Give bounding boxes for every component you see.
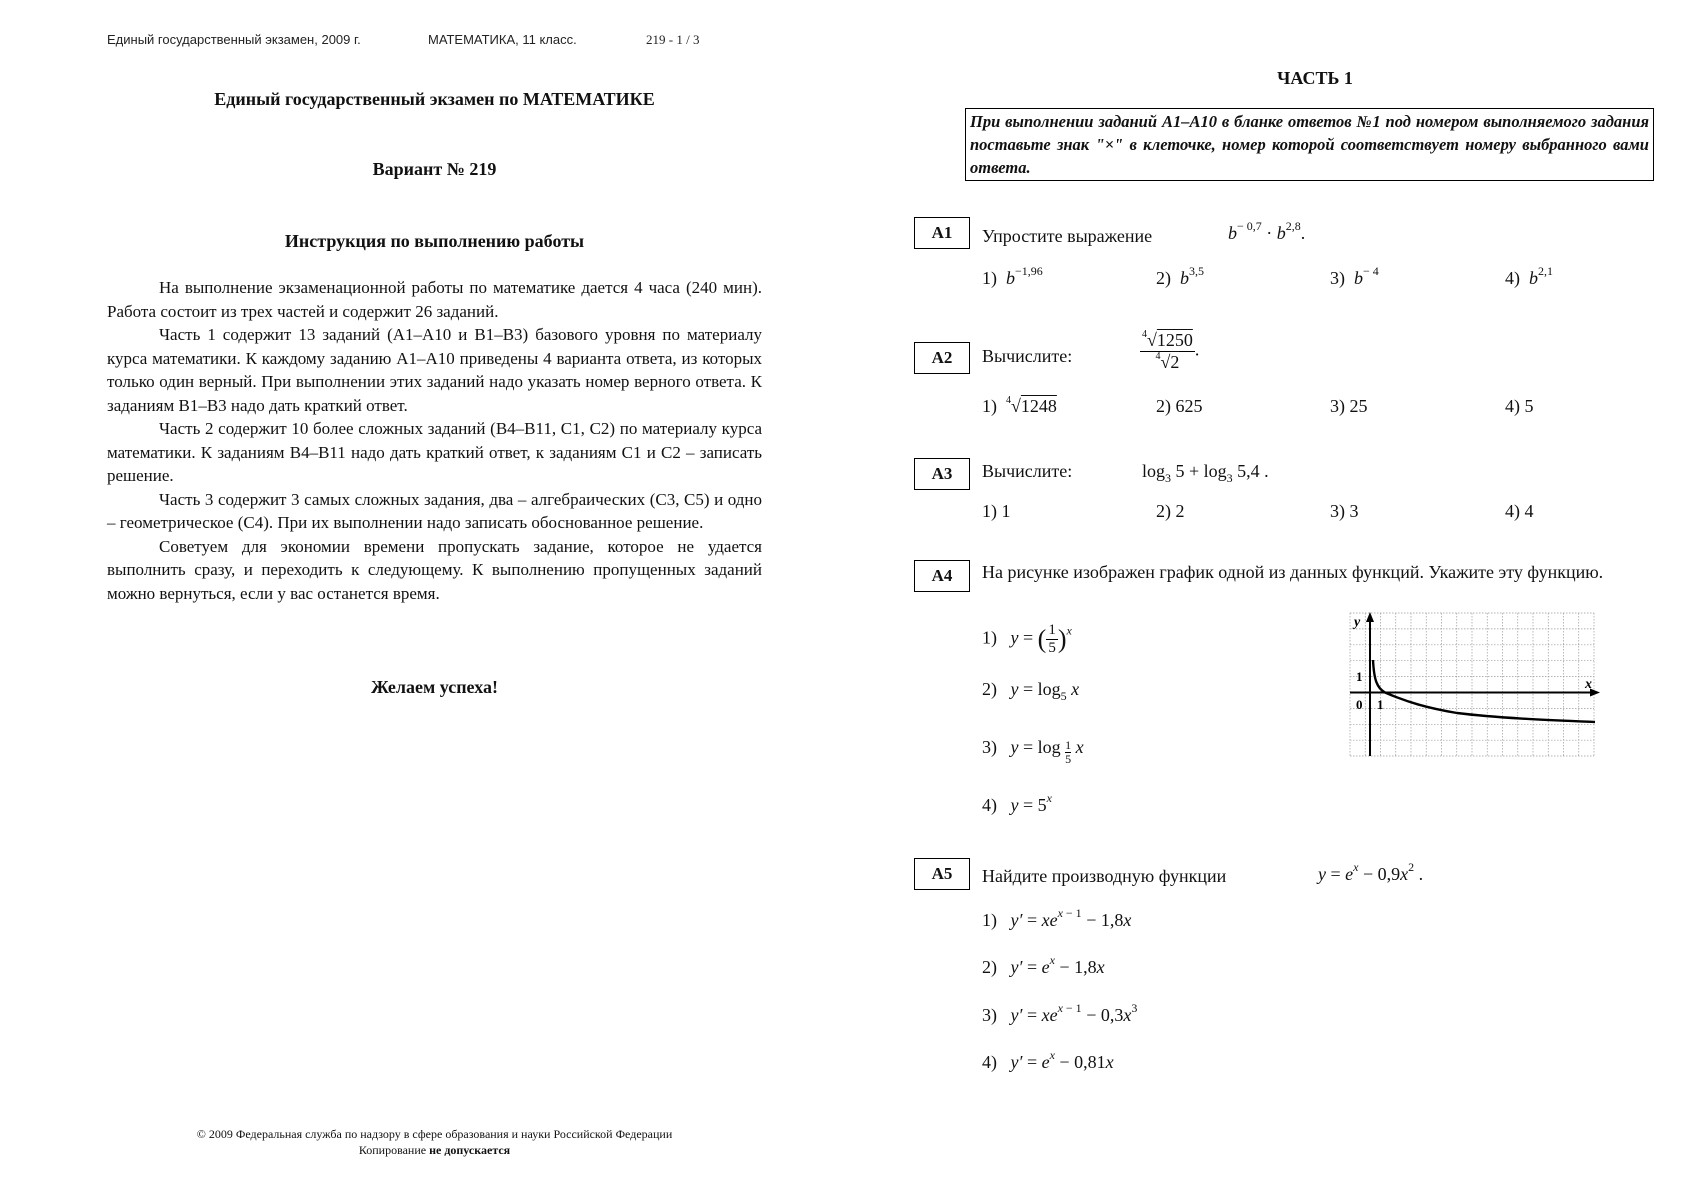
a1-option-3: 3) $b^{- 4}$: [1330, 264, 1379, 288]
task-label-a3: A3: [914, 458, 970, 490]
task-a3-prompt: Вычислите:: [982, 461, 1073, 481]
instruction-text: [107, 276, 762, 605]
a1-option-2-num: 2): [1156, 268, 1171, 288]
a3-option-3: 3) 3: [1330, 501, 1359, 521]
a2-option-1-num: 1): [982, 396, 997, 416]
y-axis-arrow: [1366, 612, 1374, 622]
instruction-paragraph: Советуем для экономии времени пропускать задание, которое не удается выполнить сразу, и переходить к следующему. К выполнению пропущенных заданий можно вернуться, если у вас останется время.: [107, 536, 762, 603]
wish-text: Желаем успеха!: [371, 677, 498, 697]
a5-option-1-num: 1): [982, 910, 997, 930]
task-label-a4: A4: [914, 560, 970, 592]
graph-grid: [1350, 613, 1594, 756]
header-exam: Единый государственный экзамен, 2009 г.: [107, 32, 361, 47]
exam-title: Единый государственный экзамен по МАТЕМАТИКЕ: [214, 89, 655, 109]
a5-option-2-num: 2): [982, 957, 997, 977]
copy-notice: [107, 1143, 762, 1158]
a5-option-4: 4) $y' = e^x - 0,81x$: [982, 1048, 1114, 1072]
a5-option-2: 2) $y' = e^x - 1,8x$: [982, 953, 1105, 977]
a4-option-4: 4) $y = 5^x$: [982, 791, 1052, 815]
header-page-number: 219 - 1 / 3: [646, 32, 700, 47]
task-a1-prompt: Упростите выражение: [982, 226, 1153, 246]
graph-x-label: x: [1585, 677, 1592, 692]
a5-option-3: 3) $y' = xe^{x - 1} - 0,3x^3$: [982, 1001, 1138, 1025]
a4-option-3-num: 3): [982, 737, 997, 757]
task-a3-expression: $\log_3 5 + \log_3 5,4$ .: [1142, 461, 1269, 485]
task-a1-expression: $b^{- 0,7} \cdot b^{2,8}$.: [1228, 219, 1306, 243]
a2-option-2: 2) 625: [1156, 396, 1203, 416]
a5-option-4-num: 4): [982, 1052, 997, 1072]
copy-notice-prefix: Копирование: [358, 1143, 430, 1157]
instruction-paragraph: Часть 2 содержит 10 более сложных заданий (B4–B11, C1, C2) по материалу курса математики. К заданиям B4–B11 надо дать краткий ответ, к заданиям C1 и C2 – записать решение.: [107, 419, 762, 485]
task-a4-prompt: На рисунке изображен график одной из данных функций. Укажите эту функцию.: [982, 562, 1604, 582]
task-label-a2: A2: [914, 342, 970, 374]
instruction-paragraph: Часть 1 содержит 13 заданий (A1–A10 и B1–B3) базового уровня по материалу курса математики. К каждому заданию A1–A10 приведены 4 варианта ответа, из которых только один верный. При выполнении этих заданий надо указать номер верного ответа. К заданиям B1–B3 надо дать краткий ответ.: [107, 325, 762, 415]
a4-option-4-num: 4): [982, 795, 997, 815]
task-a5-expression: $y = e^x - 0,9x^2$ .: [1318, 860, 1424, 884]
a1-option-1: 1) $b^{-1,96}$: [982, 264, 1043, 288]
graph-x-one: 1: [1377, 697, 1384, 712]
graph-y-label: y: [1354, 615, 1361, 630]
variant-title: Вариант № 219: [372, 159, 497, 179]
task-a2-prompt: Вычислите:: [982, 346, 1073, 366]
instruction-paragraph: Часть 3 содержит 3 самых сложных задания, два – алгебраических (C3, C5) и одно – геометрическое (C4). При их выполнении надо записать обоснованное решение.: [107, 489, 762, 532]
a4-option-1: 1) y = ( $\frac{1}{5}$ )$^x$: [982, 622, 1072, 656]
a5-option-3-num: 3): [982, 1005, 997, 1025]
a1-option-4-num: 4): [1505, 268, 1520, 288]
a3-option-1: 1) 1: [982, 501, 1011, 521]
instruction-paragraph: На выполнение экзаменационной работы по математике дается 4 часа (240 мин). Работа состоит из трех частей и содержит 26 заданий.: [107, 278, 762, 321]
a4-option-2: 2) $y = \log_5 x$: [982, 679, 1080, 703]
task-label-a5: A5: [914, 858, 970, 890]
a3-option-2: 2) 2: [1156, 501, 1185, 521]
a2-option-4: 4) 5: [1505, 396, 1534, 416]
a2-option-3: 3) 25: [1330, 396, 1368, 416]
a5-option-1: 1) $y' = xe^{x - 1} - 1,8x$: [982, 906, 1132, 930]
function-graph: [1347, 610, 1603, 760]
instruction-title: Инструкция по выполнению работы: [284, 231, 585, 251]
a1-option-3-num: 3): [1330, 268, 1345, 288]
graph-y-one: 1: [1356, 669, 1363, 684]
a4-option-3: 3) y = log $\frac{1}{5}$ x: [982, 737, 1084, 766]
copy-notice-bold: не допускается: [429, 1143, 511, 1157]
a1-option-4: 4) $b^{2,1}$: [1505, 264, 1553, 288]
copyright-line: © 2009 Федеральная служба по надзору в сфере образования и науки Российской Федерации: [196, 1127, 673, 1141]
a2-option-1: 1) $^4$√1248: [982, 395, 1057, 416]
a1-option-2: 2) $b^{3,5}$: [1156, 264, 1204, 288]
header-subject: МАТЕМАТИКА, 11 класс.: [428, 32, 577, 47]
a3-option-4: 4) 4: [1505, 501, 1534, 521]
part-title: ЧАСТЬ 1: [1277, 68, 1353, 88]
task-a5-prompt: Найдите производную функции: [982, 866, 1227, 886]
task-a2-expression: $\frac{^4√1250}{^4√2}$ .: [1142, 329, 1200, 372]
function-curve: [1373, 660, 1595, 722]
graph-origin: 0: [1356, 697, 1363, 712]
task-label-a1: A1: [914, 217, 970, 249]
answer-instruction-box: При выполнении заданий А1–А10 в бланке ответов №1 под номером выполняемого задания поставьте знак "×" в клеточке, номер которой соответствует номеру выбранного вами ответа.: [965, 108, 1654, 181]
a4-option-1-num: 1): [982, 627, 997, 648]
a1-option-1-num: 1): [982, 268, 997, 288]
a4-option-2-num: 2): [982, 679, 997, 699]
